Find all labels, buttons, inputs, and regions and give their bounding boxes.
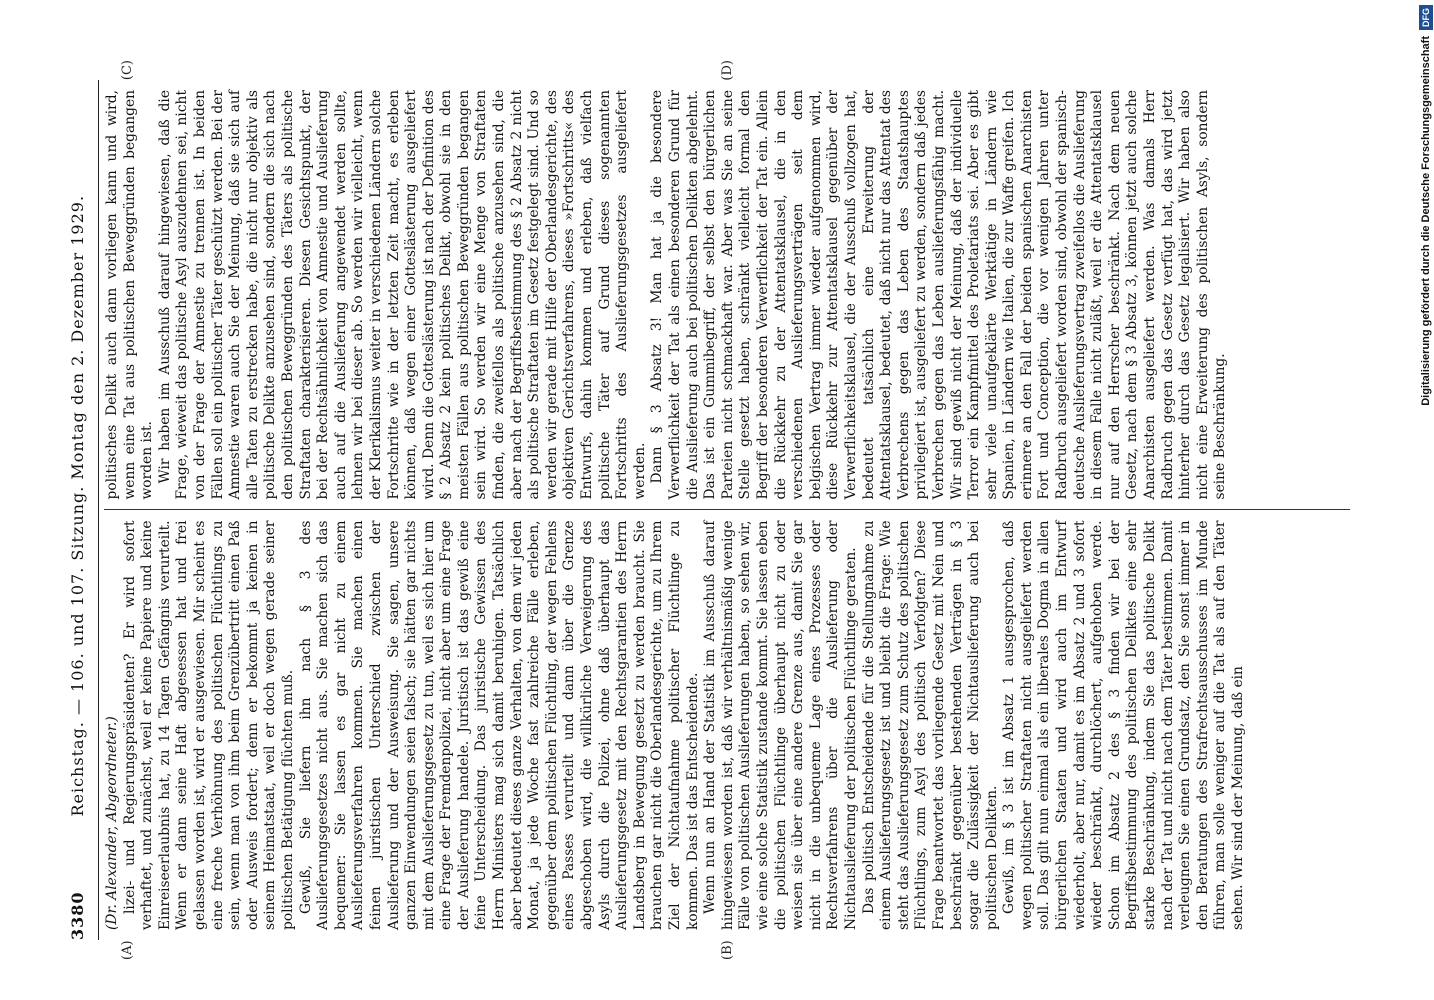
paragraph: Gewiß, Sie liefern ihn nach § 3 des Auslieferungsgesetzes nicht aus. Sie machen sich das bequemer: Sie lassen es gar nicht zu einem Auslieferungsverfahren kommen. Sie machen einen feinen juristischen Unterschied zwischen der Auslieferung und der Ausweisung. Sie sagen, unsere ganzen Einwendungen seien falsch; sie hätten gar nichts mit dem Auslieferungsgesetz zu tun, weil es sich hier um eine Frage der Fremdenpolizei, nicht aber um eine Frage der Auslieferung handele. Juristisch ist das gewiß eine feine Unterscheidung. Das juristische Gewissen des Herrn Ministers mag sich damit beruhigen. Tatsächlich aber bedeutet dieses ganze Verhalten, von dem wir jeden Monat, ja jede Woche fast zahlreiche Fälle erleben, gegenüber dem politischen Flüchtling, der wegen Fehlens eines Passes verurteilt und dann über die Grenze abgeschoben wird, die willkürliche Verweigerung des Asyls durch die Polizei, ohne daß überhaupt das Auslieferungsgesetz mit den Rechtsgarantien des Herrn Landsberg in Bewegung gesetzt zu werden braucht. Sie brauchen gar nicht die Oberlandesgerichte, um zu Ihrem Ziel der Nichtaufnahme politischer Flüchtlinge zu kommen. Das ist das Entscheidende. bbox=[297, 520, 701, 930]
margin-marker-b: (B) bbox=[720, 940, 735, 960]
session-title: Reichstag. — 106. und 107. Sitzung. Montag den 2. Dezember 1929. bbox=[68, 194, 87, 817]
dfg-logo: DFG bbox=[1419, 5, 1433, 30]
text-columns bbox=[104, 80, 1350, 940]
margin-marker-c: (C) bbox=[120, 60, 135, 81]
right-column bbox=[104, 80, 1350, 510]
speaker-note: (Dr. Alexander, Abgeordneter.) bbox=[104, 716, 120, 930]
paragraph: lizei- und Regierungspräsidenten? Er wird sofort verhaftet, und zunächst, weil er keine Papiere und keine Einreiseerlaubnis hat, zu 14 Tagen Gefängnis verurteilt. Wenn er dann seine Haft abgesessen hat und frei gelassen worden ist, wird er ausgewiesen. Mir scheint es eine freche Verhöhnung des politischen Flüchtlings zu sein, wenn man von ihm beim Grenzübertritt einen Paß oder Ausweis fordert; denn er bekommt ja keinen in seinem Heimatstaat, weil er doch wegen gerade seiner politischen Betätigung flüchten muß. bbox=[121, 520, 296, 930]
margin-marker-d: (D) bbox=[720, 60, 735, 81]
paragraph: Dann § 3 Absatz 3! Man hat ja die besondere Verwerflichkeit der Tat als einen besonderen Grund für die Auslieferung auch bei politischen Delikten abgelehnt. Das ist ein Gummibegriff, der selbst den bürgerlichen Parteien nicht schmackhaft war. Aber was Sie an seine Stelle gesetzt haben, schränkt vielleicht formal den Begriff der besonderen Verwerflichkeit der Tat ein. Allein die Rückkehr zu der Attentatsklausel, die in den verschiedenen Auslieferungsverträgen seit dem belgischen Vertrag immer wieder aufgenommen wird, diese Rückkehr zur Attentatsklausel gegenüber der Verwerflichkeitsklausel, die der Ausschuß vollzogen hat, bedeutet tatsächlich eine Erweiterung der Attentatsklausel, bedeutet, daß nicht nur das Attentat des Verbrechens gegen das Leben des Staatshauptes privilegiert ist, ausgeliefert zu werden, sondern daß jedes Verbrechen gegen das Leben auslieferungsfähig macht. Wir sind gewiß nicht der Meinung, daß der individuelle Terror ein Kampfmittel des Proletariats sei. Aber es gibt sehr viele unaufgeklärte Werktätige in Ländern wie Spanien, in Ländern wie Italien, die zur Waffe greifen. Ich erinnere an den Fall der beiden spanischen Anarchisten Fort und Conception, die vor wenigen Jahren unter Radbruch ausgeliefert worden sind, obwohl der spanisch-deutsche Auslieferungsvertrag zweifellos die Auslieferung in diesem Falle nicht zuläßt, weil er die Attentatsklausel nur auf den Herrscher beschränkt. Nach dem neuen Gesetz, nach dem § 3 Absatz 3, können jetzt auch solche Anarchisten ausgeliefert werden. Was damals Herr Radbruch gegen das Gesetz verfügt hat, das wird jetzt hinterher durch das Gesetz legalisiert. Wir haben also nicht eine Erweiterung des politischen Asyls, sondern seine Beschränkung. bbox=[649, 90, 1229, 500]
paragraph: Das politisch Entscheidende für die Stellungnahme zu einem Auslieferungsgesetz ist und bleibt die Frage: Wie steht das Auslieferungsgesetz zum Schutz des politischen Flüchtlings, zum Asyl des politisch Verfolgten? Diese Frage beantwortet das vorliegende Gesetz mit Nein und beschränkt gegenüber bestehenden Verträgen in § 3 sogar die Zulässigkeit der Nichtauslieferung auch bei politischen Delikten. bbox=[860, 520, 1000, 930]
paragraph: politisches Delikt auch dann vorliegen kann und wird, wenn eine Tat aus politischen Beweggründen begangen worden ist. bbox=[104, 90, 156, 500]
paragraph: Gewiß, im § 3 ist im Absatz 1 ausgesprochen, daß wegen politischer Straftaten nicht ausgeliefert werden soll. Das gilt nun einmal als ein liberales Dogma in allen bürgerlichen Staaten und wird auch im Entwurf wiederholt, aber nur, damit es im Absatz 2 und 3 sofort wieder beschränkt, durchlöchert, aufgehoben werde. Schon im Absatz 2 des § 3 finden wir bei der Begriffsbestimmung des politischen Deliktes eine sehr starke Beschränkung, indem Sie das politische Delikt nach der Tat und nicht nach dem Täter bestimmen. Damit verleugnen Sie einen Grundsatz, den Sie sonst immer in den Beratungen des Strafrechtsausschusses im Munde führen, man solle weniger auf die Tat als auf den Täter sehen. Wir sind der Meinung, daß ein bbox=[1001, 520, 1246, 930]
page-header bbox=[68, 80, 99, 940]
digitization-credit bbox=[1418, 5, 1434, 985]
margin-marker-a: (A) bbox=[120, 940, 135, 960]
page-number: 3380 bbox=[68, 891, 87, 940]
document-page bbox=[60, 60, 1360, 960]
paragraph: Wenn nun an Hand der Statistik im Ausschuß darauf hingewiesen worden ist, daß wir verhältnismäßig wenige Fälle von politischen Auslieferungen haben, so sehen wir, wie eine solche Statistik zustande kommt. Sie lassen eben die politischen Flüchtlinge überhaupt nicht zu oder weisen sie über eine andere Grenze aus, damit Sie gar nicht in die unbequeme Lage eines Prozesses oder Rechtsverfahrens über die Auslieferung oder Nichtauslieferung der politischen Flüchtlinge geraten. bbox=[702, 520, 859, 930]
left-column bbox=[104, 510, 1350, 941]
digitization-credit-text: Digitalisierung gefördert durch die Deutsche Forschungsgemeinschaft bbox=[1420, 36, 1432, 406]
paragraph: Wir haben im Ausschuß darauf hingewiesen, daß die Frage, wieweit das politische Asyl auszudehnen sei, nicht von der Frage der Amnestie zu trennen ist. In beiden Fällen soll ein politischer Täter geschützt werden. Bei der Amnestie waren auch Sie der Meinung, daß sie sich auf alle Taten zu erstrecken habe, die nicht nur objektiv als politische Delikte anzusehen sind, sondern die sich nach den politischen Beweggründen des Täters als politische Straftaten charakterisieren. Diesen Gesichtspunkt, der bei der Rechtsähnlichkeit von Amnestie und Auslieferung auch auf die Auslieferung angewendet werden sollte, lehnen wir bei dieser ab. So werden wir vielleicht, wenn der Klerikalismus weiter in verschiedenen Ländern solche Fortschritte wie in der letzten Zeit macht, es erleben können, daß wegen einer Gotteslästerung ausgeliefert wird. Denn die Gotteslästerung ist nach der Definition des § 2 Absatz 2 kein politisches Delikt, obwohl sie in den meisten Fällen aus politischen Beweggründen begangen sein wird. So werden wir eine Menge von Straftaten finden, die zweifellos als politische anzusehen sind, die aber nach der Begriffsbestimmung des § 2 Absatz 2 nicht als politische Straftaten im Gesetz festgelegt sind. Und so werden wir gerade mit Hilfe der Oberlandesgerichte, des objektiven Gerichtsverfahrens, dieses »Fortschritts« des Entwurfs, dahin kommen und erleben, daß vielfach politische Täter auf Grund dieses sogenannten Fortschritts des Auslieferungsgesetzes ausgeliefert werden. bbox=[156, 90, 648, 500]
